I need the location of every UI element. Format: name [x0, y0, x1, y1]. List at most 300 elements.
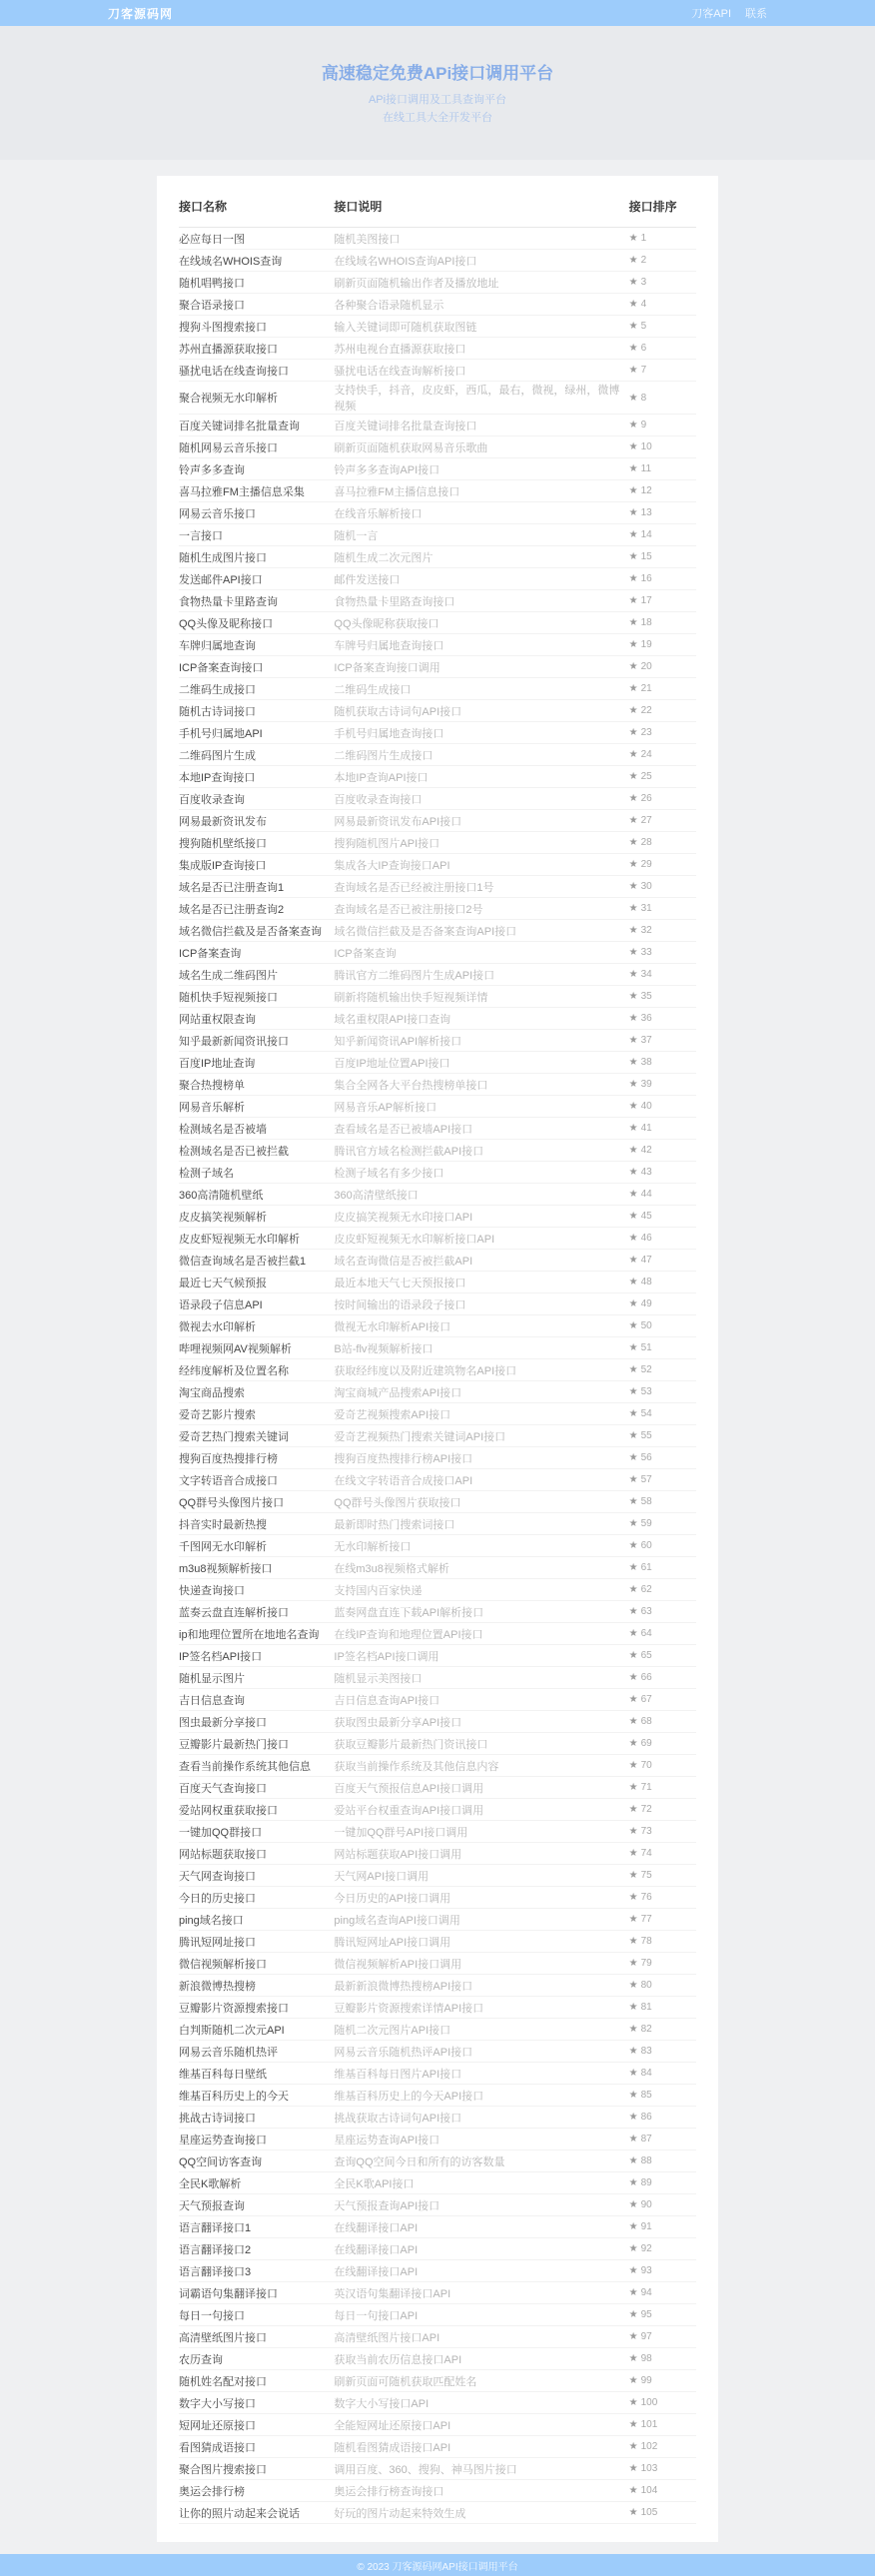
api-sort-value [629, 1909, 696, 1931]
api-name-link[interactable]: 语言翻译接口2 [179, 2238, 334, 2260]
table-row[interactable] [179, 1799, 696, 1821]
api-description: ICP备案查询接口调用 [334, 656, 628, 678]
api-sort-value [629, 1689, 696, 1711]
api-description: B站-flv视频解析接口 [334, 1337, 628, 1359]
api-name-link[interactable]: 每日一句接口 [179, 2304, 334, 2326]
table-row[interactable] [179, 590, 696, 612]
star-icon: ★ [628, 1540, 638, 1551]
table-row[interactable] [179, 810, 696, 832]
api-name-link[interactable]: 查看当前操作系统其他信息 [179, 1755, 334, 1777]
table-row[interactable] [179, 2282, 696, 2304]
table-row[interactable] [179, 382, 696, 415]
table-row[interactable] [179, 1140, 696, 1162]
api-name-link[interactable]: 哔哩视频网AV视频解析 [179, 1337, 334, 1359]
table-row[interactable] [179, 1557, 696, 1579]
api-description: 全民K歌API接口 [334, 2172, 628, 2194]
api-description: 域名微信拦截及是否备案查询API接口 [334, 920, 628, 942]
table-row[interactable] [179, 1359, 696, 1381]
api-name-link[interactable]: 手机号归属地API [179, 722, 334, 744]
api-name-link[interactable]: 奥运会排行榜 [179, 2480, 334, 2502]
table-row[interactable] [179, 920, 696, 942]
sort-number: 79 [640, 1958, 652, 1969]
table-row[interactable] [179, 1843, 696, 1865]
api-name-link[interactable]: 语录段子信息API [179, 1293, 334, 1315]
table-row[interactable] [179, 964, 696, 986]
table-row[interactable] [179, 1535, 696, 1557]
table-row[interactable] [179, 2304, 696, 2326]
api-name-link[interactable]: 随机显示图片 [179, 1667, 334, 1689]
table-row[interactable] [179, 1337, 696, 1359]
table-row[interactable] [179, 744, 696, 766]
api-name-link[interactable]: 维基百科每日壁纸 [179, 2063, 334, 2085]
api-description: 腾讯官方二维码图片生成API接口 [334, 964, 628, 986]
table-row[interactable] [179, 1579, 696, 1601]
api-name-link[interactable]: 铃声多多查询 [179, 458, 334, 480]
sort-number: 44 [640, 1189, 652, 1200]
api-name-link[interactable]: 微视去水印解析 [179, 1315, 334, 1337]
table-row[interactable] [179, 2063, 696, 2085]
table-row[interactable] [179, 458, 696, 480]
api-name-link[interactable]: 抖音实时最新热搜 [179, 1513, 334, 1535]
sort-number: 66 [640, 1672, 652, 1683]
table-row[interactable] [179, 2260, 696, 2282]
api-name-link[interactable]: 白判斯随机二次元API [179, 2019, 334, 2041]
star-icon: ★ [628, 1057, 638, 1068]
star-icon: ★ [628, 1255, 638, 1266]
table-row[interactable] [179, 1733, 696, 1755]
table-row[interactable] [179, 766, 696, 788]
table-row[interactable] [179, 1601, 696, 1623]
api-name-link[interactable]: 百度天气查询接口 [179, 1777, 334, 1799]
api-name-link[interactable]: QQ头像及昵称接口 [179, 612, 334, 634]
api-name-link[interactable]: 星座运势查询接口 [179, 2129, 334, 2150]
table-row[interactable] [179, 2107, 696, 2129]
api-description: 在线翻译接口API [334, 2216, 628, 2238]
table-row[interactable] [179, 1250, 696, 1272]
table-row[interactable] [179, 2238, 696, 2260]
api-name-link[interactable]: 经纬度解析及位置名称 [179, 1359, 334, 1381]
api-name-link[interactable]: 短网址还原接口 [179, 2414, 334, 2436]
api-name-link[interactable]: 网易云音乐随机热评 [179, 2041, 334, 2063]
table-row[interactable] [179, 1315, 696, 1337]
star-icon: ★ [628, 617, 638, 628]
star-icon: ★ [628, 2331, 638, 2342]
table-row[interactable] [179, 1711, 696, 1733]
api-name-link[interactable]: 本地IP查询接口 [179, 766, 334, 788]
table-row[interactable] [179, 2172, 696, 2194]
sort-number: 104 [640, 2485, 658, 2496]
api-name-link[interactable]: 一言接口 [179, 524, 334, 546]
api-name-link[interactable]: 皮皮搞笑视频解析 [179, 1206, 334, 1228]
sort-number: 13 [640, 507, 652, 518]
sort-number: 99 [640, 2375, 652, 2386]
api-description: 刷新页面随机获取网易音乐歌曲 [334, 436, 628, 458]
api-name-link[interactable]: 百度IP地址查询 [179, 1052, 334, 1074]
table-row[interactable] [179, 986, 696, 1008]
api-name-link[interactable]: 微信查询域名是否被拦截1 [179, 1250, 334, 1272]
table-row[interactable] [179, 612, 696, 634]
table-row[interactable] [179, 1821, 696, 1843]
table-row[interactable] [179, 876, 696, 898]
api-name-link[interactable]: 随机古诗词接口 [179, 700, 334, 722]
sort-number: 19 [640, 639, 652, 650]
table-row[interactable] [179, 1491, 696, 1513]
api-name-link[interactable]: 360高清随机壁纸 [179, 1184, 334, 1206]
hero-banner [0, 26, 875, 160]
table-row[interactable] [179, 1162, 696, 1184]
table-row[interactable] [179, 228, 696, 250]
api-name-link[interactable]: 域名是否已注册查询1 [179, 876, 334, 898]
star-icon: ★ [628, 2155, 638, 2166]
api-name-link[interactable]: 网站标题获取接口 [179, 1843, 334, 1865]
api-description: 最新即时热门搜索词接口 [334, 1513, 628, 1535]
table-row[interactable] [179, 1887, 696, 1909]
star-icon: ★ [628, 1826, 638, 1837]
table-row[interactable] [179, 1777, 696, 1799]
site-logo[interactable]: 刀客源码网 [108, 6, 174, 21]
table-row[interactable] [179, 722, 696, 744]
table-row[interactable] [179, 1118, 696, 1140]
api-name-link[interactable]: 百度收录查询 [179, 788, 334, 810]
api-name-link[interactable]: 快递查询接口 [179, 1579, 334, 1601]
table-row[interactable] [179, 1293, 696, 1315]
table-row[interactable] [179, 2480, 696, 2502]
api-name-link[interactable]: 微信视频解析接口 [179, 1953, 334, 1975]
sort-number: 62 [640, 1584, 652, 1595]
api-sort-value [629, 1228, 696, 1250]
api-description: 全能短网址还原接口API [334, 2414, 628, 2436]
table-row[interactable] [179, 898, 696, 920]
api-name-link[interactable]: 二维码图片生成 [179, 744, 334, 766]
table-row[interactable] [179, 1052, 696, 1074]
api-name-link[interactable]: 词霸语句集翻译接口 [179, 2282, 334, 2304]
sort-number: 29 [640, 859, 652, 870]
star-icon: ★ [628, 321, 638, 332]
api-sort-value [629, 854, 696, 876]
table-row[interactable] [179, 788, 696, 810]
api-sort-value [629, 1997, 696, 2019]
table-row[interactable] [179, 1645, 696, 1667]
table-row[interactable] [179, 1096, 696, 1118]
api-sort-value [629, 1425, 696, 1447]
api-name-link[interactable]: 最近七天气候预报 [179, 1272, 334, 1293]
api-name-link[interactable]: 爱站网权重获取接口 [179, 1799, 334, 1821]
api-name-link[interactable]: 在线域名WHOIS查询 [179, 250, 334, 272]
api-name-link[interactable]: 今日的历史接口 [179, 1887, 334, 1909]
table-row[interactable] [179, 2502, 696, 2524]
table-row[interactable] [179, 316, 696, 338]
api-name-link[interactable]: 语言翻译接口1 [179, 2216, 334, 2238]
star-icon: ★ [628, 2287, 638, 2298]
api-name-link[interactable]: 蓝奏云盘直连解析接口 [179, 1601, 334, 1623]
sort-number: 43 [640, 1167, 652, 1178]
table-row[interactable] [179, 2458, 696, 2480]
api-name-link[interactable]: 聚合视频无水印解析 [179, 382, 334, 415]
sort-number: 87 [640, 2134, 652, 2145]
api-name-link[interactable]: 随机网易云音乐接口 [179, 436, 334, 458]
table-row[interactable] [179, 272, 696, 294]
table-row[interactable] [179, 1953, 696, 1975]
table-row[interactable] [179, 250, 696, 272]
table-row[interactable] [179, 2326, 696, 2348]
api-name-link[interactable]: 域名生成二维码图片 [179, 964, 334, 986]
api-name-link[interactable]: 检测子域名 [179, 1162, 334, 1184]
sort-number: 65 [640, 1650, 652, 1661]
api-sort-value [629, 2063, 696, 2085]
table-row[interactable] [179, 1447, 696, 1469]
api-name-link[interactable]: 文字转语音合成接口 [179, 1469, 334, 1491]
api-name-link[interactable]: 知乎最新新闻资讯接口 [179, 1030, 334, 1052]
api-name-link[interactable]: 吉日信息查询 [179, 1689, 334, 1711]
sort-number: 27 [640, 815, 652, 826]
api-name-link[interactable]: 苏州直播源获取接口 [179, 338, 334, 360]
star-icon: ★ [628, 2353, 638, 2364]
api-sort-value [629, 1491, 696, 1513]
star-icon: ★ [628, 1211, 638, 1222]
star-icon: ★ [628, 859, 638, 870]
api-name-link[interactable]: 喜马拉雅FM主播信息采集 [179, 480, 334, 502]
table-row[interactable] [179, 1228, 696, 1250]
table-row[interactable] [179, 338, 696, 360]
star-icon: ★ [628, 2134, 638, 2145]
api-name-link[interactable]: 看图猜成语接口 [179, 2436, 334, 2458]
api-name-link[interactable]: IP签名档API接口 [179, 1645, 334, 1667]
table-row[interactable] [179, 415, 696, 436]
sort-number: 21 [640, 683, 652, 694]
table-row[interactable] [179, 1667, 696, 1689]
api-name-link[interactable]: 全民K歌解析 [179, 2172, 334, 2194]
api-description: 查看域名是否已被墙API接口 [334, 1118, 628, 1140]
api-name-link[interactable]: 网站重权限查询 [179, 1008, 334, 1030]
api-sort-value [629, 1931, 696, 1953]
api-name-link[interactable]: 农历查询 [179, 2348, 334, 2370]
api-sort-value [629, 2085, 696, 2107]
star-icon: ★ [628, 1298, 638, 1309]
api-name-link[interactable]: 爱奇艺影片搜索 [179, 1403, 334, 1425]
api-name-link[interactable]: 二维码生成接口 [179, 678, 334, 700]
sort-number: 32 [640, 925, 652, 936]
table-row[interactable] [179, 1272, 696, 1293]
api-name-link[interactable]: 百度关键词排名批量查询 [179, 415, 334, 436]
table-row[interactable] [179, 360, 696, 382]
table-row[interactable] [179, 2129, 696, 2150]
sort-number: 88 [640, 2155, 652, 2166]
star-icon: ★ [628, 705, 638, 716]
sort-number: 12 [640, 485, 652, 496]
api-sort-value [629, 1601, 696, 1623]
api-name-link[interactable]: 数字大小写接口 [179, 2392, 334, 2414]
api-name-link[interactable]: 骚扰电话在线查询接口 [179, 360, 334, 382]
api-name-link[interactable]: ICP备案查询 [179, 942, 334, 964]
api-name-link[interactable]: 维基百科历史上的今天 [179, 2085, 334, 2107]
star-icon: ★ [628, 1277, 638, 1288]
table-row[interactable] [179, 1689, 696, 1711]
api-name-link[interactable]: QQ群号头像图片接口 [179, 1491, 334, 1513]
table-row[interactable] [179, 2414, 696, 2436]
api-name-link[interactable]: 域名是否已注册查询2 [179, 898, 334, 920]
star-icon: ★ [628, 1386, 638, 1397]
sort-number: 45 [640, 1211, 652, 1222]
api-name-link[interactable]: 语言翻译接口3 [179, 2260, 334, 2282]
api-name-link[interactable]: 聚合语录接口 [179, 294, 334, 316]
table-row[interactable] [179, 436, 696, 458]
table-row[interactable] [179, 1008, 696, 1030]
table-row[interactable] [179, 1469, 696, 1491]
api-name-link[interactable]: ping域名接口 [179, 1909, 334, 1931]
star-icon: ★ [628, 2441, 638, 2452]
table-row[interactable] [179, 634, 696, 656]
table-row[interactable] [179, 1623, 696, 1645]
table-row[interactable] [179, 1030, 696, 1052]
table-row[interactable] [179, 1184, 696, 1206]
api-name-link[interactable]: QQ空间访客查询 [179, 2150, 334, 2172]
table-row[interactable] [179, 678, 696, 700]
table-row[interactable] [179, 1403, 696, 1425]
table-row[interactable] [179, 480, 696, 502]
api-name-link[interactable]: 高清壁纸图片接口 [179, 2326, 334, 2348]
api-name-link[interactable]: 让你的照片动起来会说话 [179, 2502, 334, 2524]
table-row[interactable] [179, 1381, 696, 1403]
nav-link-daoke-api[interactable]: 刀客API [691, 8, 731, 20]
table-row[interactable] [179, 524, 696, 546]
sort-number: 64 [640, 1628, 652, 1639]
table-row[interactable] [179, 2150, 696, 2172]
table-row[interactable] [179, 2348, 696, 2370]
table-row[interactable] [179, 1909, 696, 1931]
table-row[interactable] [179, 1755, 696, 1777]
sort-number: 85 [640, 2090, 652, 2101]
sort-number: 28 [640, 837, 652, 848]
api-description: 网站标题获取API接口调用 [334, 1843, 628, 1865]
api-sort-value [629, 920, 696, 942]
table-row[interactable] [179, 854, 696, 876]
api-name-link[interactable]: 随机姓名配对接口 [179, 2370, 334, 2392]
api-description: 最近本地天气七天预报接口 [334, 1272, 628, 1293]
api-name-link[interactable]: 随机快手短视频接口 [179, 986, 334, 1008]
api-name-link[interactable]: 豆瓣影片最新热门接口 [179, 1733, 334, 1755]
api-name-link[interactable]: 搜狗随机壁纸接口 [179, 832, 334, 854]
api-name-link[interactable]: 域名微信拦截及是否备案查询 [179, 920, 334, 942]
api-name-link[interactable]: 图虫最新分享接口 [179, 1711, 334, 1733]
api-name-link[interactable]: 检测域名是否被墙 [179, 1118, 334, 1140]
api-name-link[interactable]: 千图网无水印解析 [179, 1535, 334, 1557]
star-icon: ★ [628, 1364, 638, 1375]
table-row[interactable] [179, 942, 696, 964]
api-name-link[interactable]: 检测域名是否已被拦截 [179, 1140, 334, 1162]
api-sort-value [629, 480, 696, 502]
table-row[interactable] [179, 1206, 696, 1228]
table-row[interactable] [179, 2392, 696, 2414]
api-name-link[interactable]: 搜狗百度热搜排行榜 [179, 1447, 334, 1469]
api-sort-value [629, 2458, 696, 2480]
api-name-link[interactable]: 网易云音乐接口 [179, 502, 334, 524]
table-row[interactable] [179, 2436, 696, 2458]
api-name-link[interactable]: 爱奇艺热门搜索关键词 [179, 1425, 334, 1447]
sort-number: 8 [640, 392, 647, 404]
api-name-link[interactable]: 腾讯短网址接口 [179, 1931, 334, 1953]
api-description: 集成各大IP查询接口API [334, 854, 628, 876]
star-icon: ★ [628, 1848, 638, 1859]
table-row[interactable] [179, 2019, 696, 2041]
table-row[interactable] [179, 2041, 696, 2063]
table-row[interactable] [179, 294, 696, 316]
api-table [179, 184, 696, 2524]
api-name-link[interactable]: 随机唱鸭接口 [179, 272, 334, 294]
api-description: 网易最新资讯发布API接口 [334, 810, 628, 832]
api-name-link[interactable]: 必应每日一图 [179, 228, 334, 250]
table-row[interactable] [179, 700, 696, 722]
api-name-link[interactable]: 天气预报查询 [179, 2194, 334, 2216]
sort-number: 81 [640, 2002, 652, 2013]
table-row[interactable] [179, 502, 696, 524]
api-name-link[interactable]: 天气网查询接口 [179, 1865, 334, 1887]
table-row[interactable] [179, 1931, 696, 1953]
api-description: 邮件发送接口 [334, 568, 628, 590]
api-description: QQ群号头像图片获取接口 [334, 1491, 628, 1513]
table-row[interactable] [179, 568, 696, 590]
api-name-link[interactable]: ICP备案查询接口 [179, 656, 334, 678]
table-row[interactable] [179, 656, 696, 678]
table-row[interactable] [179, 546, 696, 568]
api-name-link[interactable]: 食物热量卡里路查询 [179, 590, 334, 612]
api-name-link[interactable]: 一键加QQ群接口 [179, 1821, 334, 1843]
star-icon: ★ [628, 1430, 638, 1441]
api-name-link[interactable]: m3u8视频解析接口 [179, 1557, 334, 1579]
star-icon: ★ [628, 1123, 638, 1134]
table-row[interactable] [179, 2216, 696, 2238]
api-name-link[interactable]: 聚合图片搜索接口 [179, 2458, 334, 2480]
api-name-link[interactable]: 聚合热搜榜单 [179, 1074, 334, 1096]
table-row[interactable] [179, 832, 696, 854]
table-row[interactable] [179, 1865, 696, 1887]
table-row[interactable] [179, 1997, 696, 2019]
api-name-link[interactable]: 发送邮件API接口 [179, 568, 334, 590]
sort-number: 69 [640, 1738, 652, 1749]
star-icon: ★ [628, 2397, 638, 2408]
api-name-link[interactable]: 挑战古诗词接口 [179, 2107, 334, 2129]
table-row[interactable] [179, 1074, 696, 1096]
table-row[interactable] [179, 1425, 696, 1447]
api-name-link[interactable]: 网易音乐解析 [179, 1096, 334, 1118]
api-name-link[interactable]: 淘宝商品搜索 [179, 1381, 334, 1403]
api-name-link[interactable]: 随机生成图片接口 [179, 546, 334, 568]
api-sort-value [629, 1140, 696, 1162]
star-icon: ★ [628, 881, 638, 892]
api-name-link[interactable]: ip和地理位置所在地地名查询 [179, 1623, 334, 1645]
table-row[interactable] [179, 2370, 696, 2392]
api-description: 天气预报查询API接口 [334, 2194, 628, 2216]
table-row[interactable] [179, 1513, 696, 1535]
table-row[interactable] [179, 1975, 696, 1997]
api-sort-value [629, 2019, 696, 2041]
api-name-link[interactable]: 豆瓣影片资源搜索接口 [179, 1997, 334, 2019]
sort-number: 47 [640, 1255, 652, 1266]
table-row[interactable] [179, 2085, 696, 2107]
api-name-link[interactable]: 新浪微博热搜榜 [179, 1975, 334, 1997]
api-name-link[interactable]: 集成版IP查询接口 [179, 854, 334, 876]
api-sort-value [629, 458, 696, 480]
table-row[interactable] [179, 2194, 696, 2216]
api-name-link[interactable]: 车牌归属地查询 [179, 634, 334, 656]
api-name-link[interactable]: 网易最新资讯发布 [179, 810, 334, 832]
api-name-link[interactable]: 皮皮虾短视频无水印解析 [179, 1228, 334, 1250]
api-name-link[interactable]: 搜狗斗图搜索接口 [179, 316, 334, 338]
api-description: 获取当前农历信息接口API [334, 2348, 628, 2370]
nav-link-contact[interactable]: 联系 [745, 8, 767, 20]
star-icon: ★ [628, 1013, 638, 1024]
star-icon: ★ [628, 683, 638, 694]
sort-number: 60 [640, 1540, 652, 1551]
